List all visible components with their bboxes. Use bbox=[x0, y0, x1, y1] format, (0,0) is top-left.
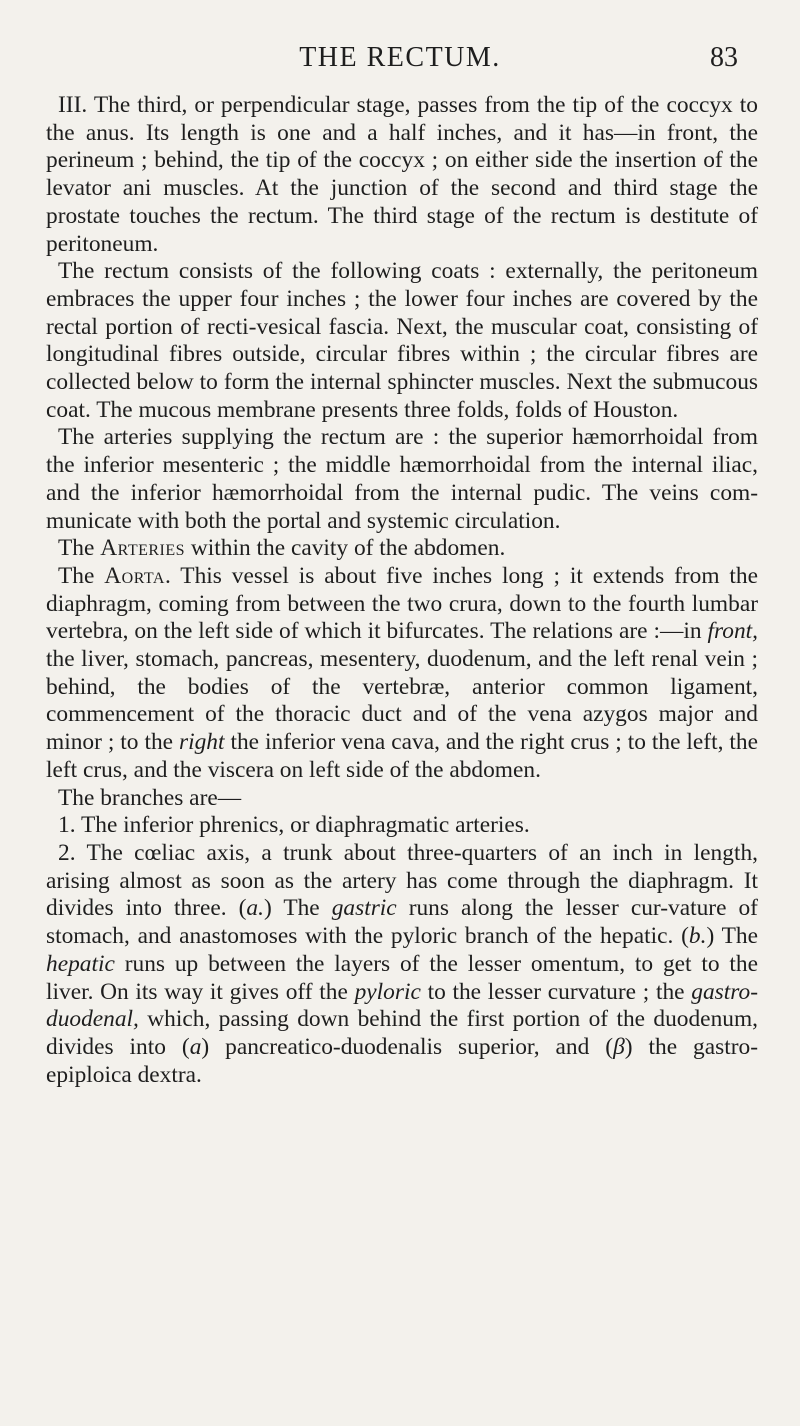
text-run: 1. The inferior phrenics, or diaphragmatic arteries. bbox=[58, 812, 530, 839]
text-run: runs up between the layers of the lesser omentum, to get to the liver. On its way it gives off the bbox=[46, 950, 758, 1005]
text-run: The arteries supplying the rectum are : the superior hæmorrhoidal from the inferior mesenteric ; the middle hæmorrhoidal from the internal iliac, and the inferior hæmorrhoidal from the internal pudic. The veins com-municate with both the portal and systemic circulation. bbox=[46, 424, 758, 534]
text-run: the inferior vena cava, and the right crus ; to the left, the left crus, and the viscera on left side of the abdomen. bbox=[46, 729, 758, 783]
paragraph bbox=[46, 563, 758, 785]
text-run: The rectum consists of the following coats : externally, the peritoneum embraces the upper four inches ; the lower four inches are covered by the rectal portion of recti-vesical fascia. Next, the muscular coat, consisting of longitudinal fibres outside, circular fibres within ; the circular fibres are collected below to form the internal sphincter muscles. Next the submucous coat. The mucous membrane presents three folds, folds of Houston. bbox=[46, 258, 758, 423]
paragraph bbox=[46, 535, 758, 563]
body-text bbox=[46, 92, 758, 1089]
text-run: III. The third, or perpendicular stage, passes from the tip of the coccyx to the anus. Its length is one and a half inches, and it has—in front, the perineum ; behind, the tip of the coccyx ; on either side the insertion of the levator ani muscles. At the junction of the second and third stage the prostate touches the rectum. The third stage of the rectum is destitute of peritoneum. bbox=[46, 92, 758, 257]
text-run: . This vessel is about five inches long ; it extends from the diaphragm, coming from between the two crura, down to the fourth lumbar vertebra, on the left side of which it bifurcates. The relations are :—in bbox=[46, 562, 758, 645]
paragraph bbox=[46, 92, 758, 258]
text-run: 2. The cœliac axis, a trunk about three-quarters of an inch in length, arising almost as soon as the artery has come through the diaphragm. It divides into three. ( bbox=[46, 839, 758, 922]
italic-text: β bbox=[613, 1033, 625, 1060]
text-run: runs along the lesser cur-vature of stomach, and anastomoses with the pyloric branch of the hepatic. ( bbox=[46, 895, 758, 950]
italic-text: right bbox=[179, 729, 225, 756]
italic-text: gastro-duodenal, bbox=[46, 978, 758, 1033]
italic-text: b. bbox=[688, 923, 707, 950]
page-title: THE RECTUM. bbox=[299, 42, 501, 73]
text-run: to the lesser curvature ; the bbox=[420, 978, 692, 1005]
text-run: ) The bbox=[263, 895, 332, 922]
italic-text: a bbox=[189, 1033, 202, 1060]
text-run: The bbox=[58, 535, 101, 562]
smallcaps-text: Arteries bbox=[100, 535, 186, 562]
text-run: within the cavity of the abdomen. bbox=[185, 535, 506, 562]
text-run: ) the gastro-epiploica dextra. bbox=[46, 1033, 759, 1088]
text-run: ) pancreatico-duodenalis superior, and ( bbox=[201, 1033, 614, 1060]
paragraph bbox=[46, 258, 758, 424]
text-run: the liver, stomach, pancreas, mesentery, duodenum, and the left renal vein ; behind, the bodies of the vertebræ, anterior common ligament, commencement of the thoracic duct and of the vena azygos major and minor ; to the bbox=[46, 646, 758, 756]
paragraph bbox=[46, 812, 758, 840]
italic-text: front, bbox=[707, 618, 758, 645]
paragraph bbox=[46, 840, 758, 1089]
page-number: 83 bbox=[710, 42, 738, 73]
text-run: The branches are— bbox=[58, 784, 242, 811]
smallcaps-text: Aorta bbox=[104, 562, 165, 589]
italic-text: a. bbox=[246, 895, 264, 922]
italic-text: gastric bbox=[331, 895, 397, 922]
text-run: The bbox=[58, 562, 105, 589]
italic-text: hepatic bbox=[46, 950, 115, 977]
paragraph bbox=[46, 785, 758, 813]
running-head bbox=[0, 42, 800, 82]
paragraph bbox=[46, 424, 758, 535]
italic-text: pyloric bbox=[354, 978, 421, 1005]
text-run: ) The bbox=[706, 923, 758, 950]
text-run: which, passing down behind the first portion of the duodenum, divides into ( bbox=[46, 1006, 758, 1060]
